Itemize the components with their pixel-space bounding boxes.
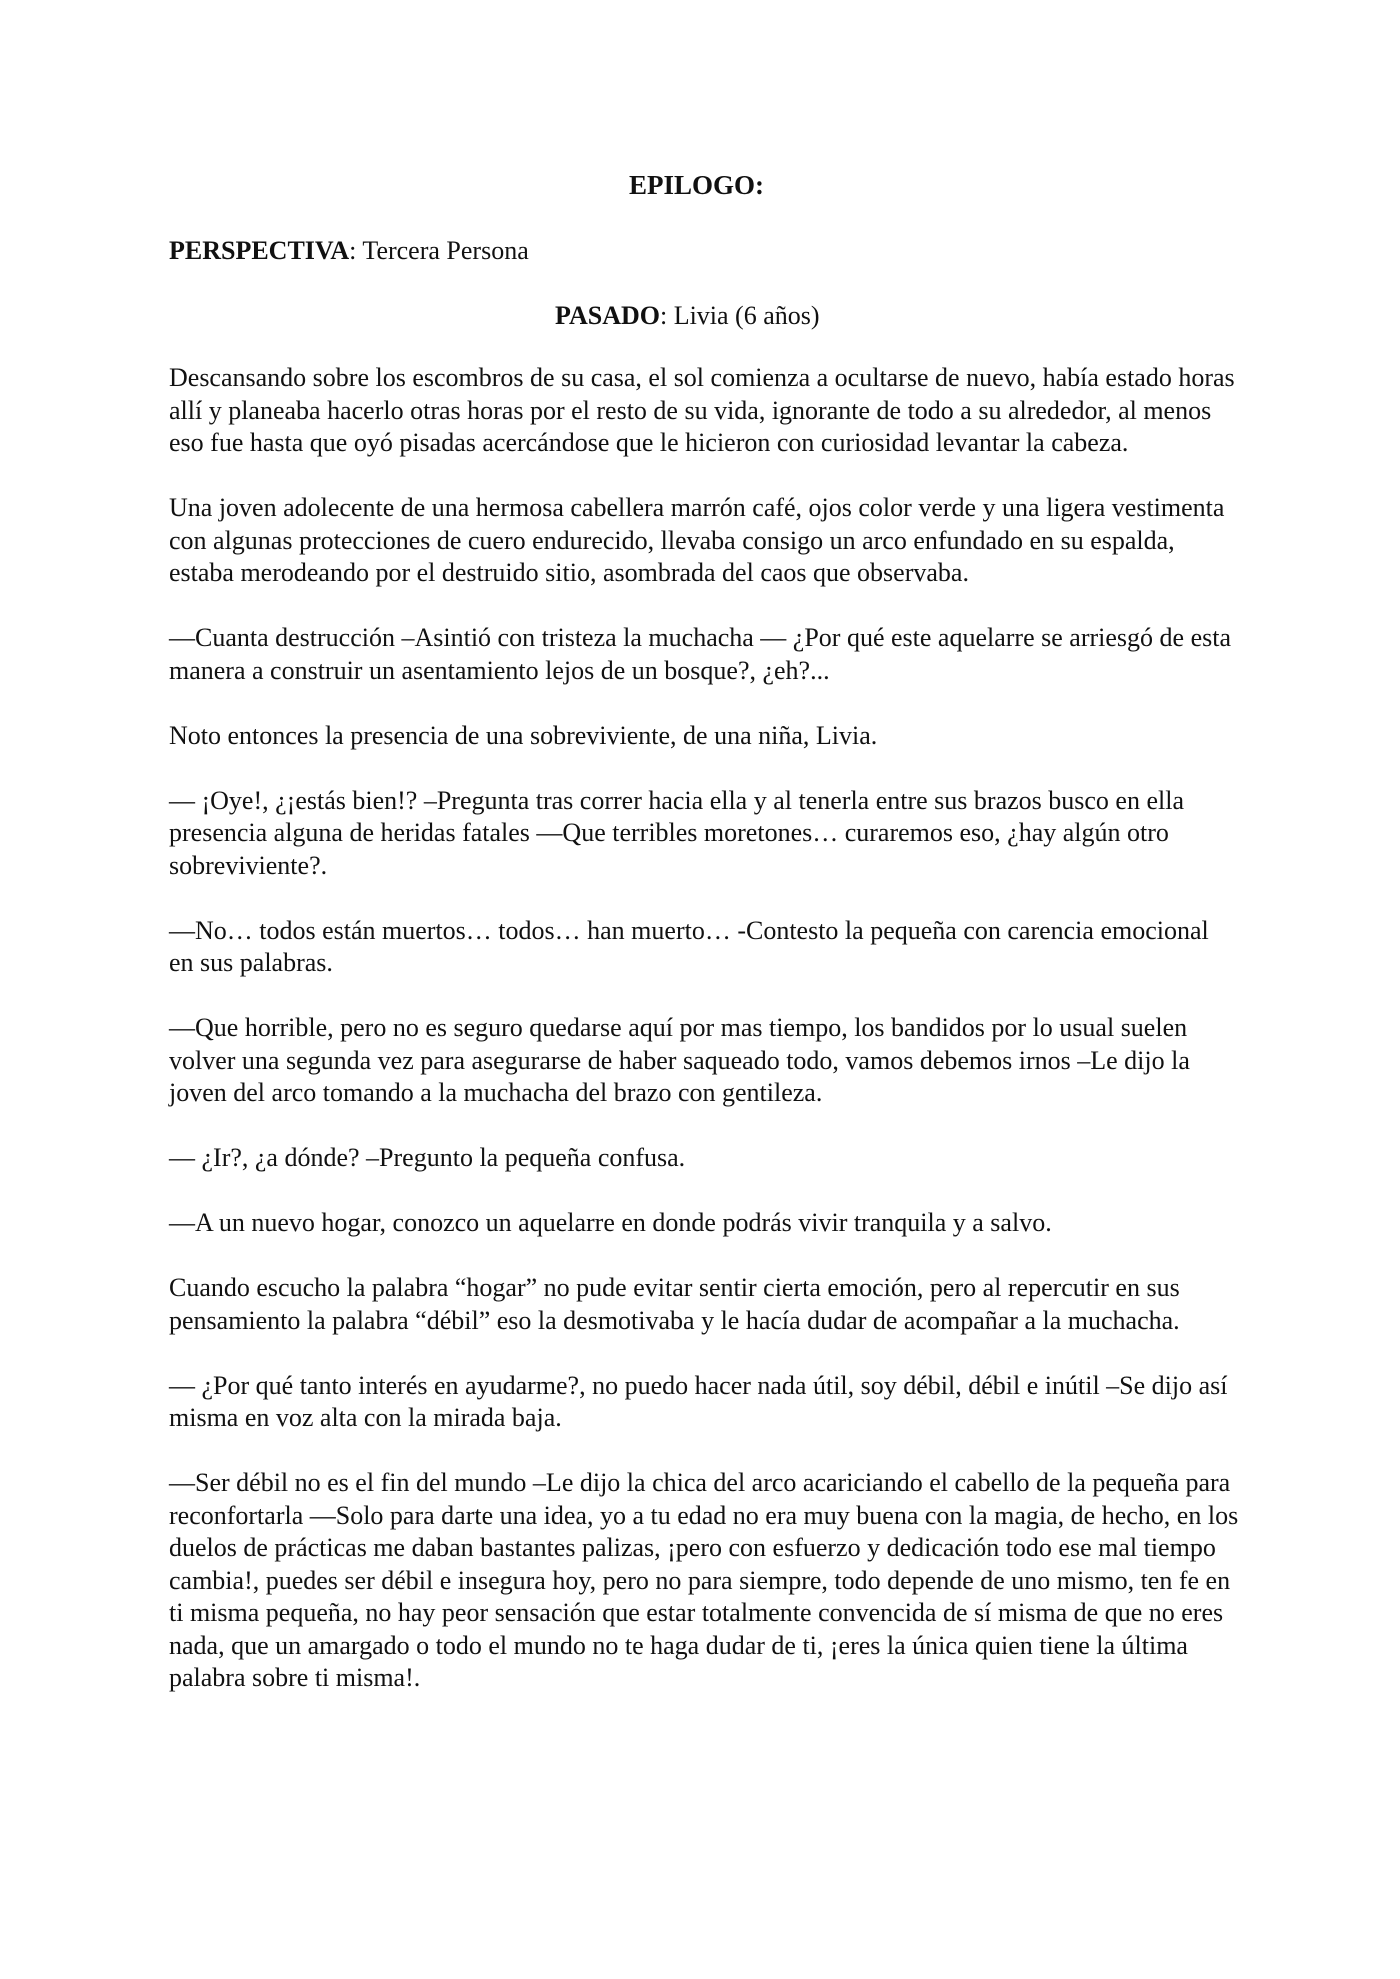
paragraph: —No… todos están muertos… todos… han muerto… -Contesto la pequeña con carencia emocional en sus palabras. (169, 915, 1209, 977)
perspective-line (169, 234, 529, 268)
chapter-title: EPILOGO: (629, 170, 765, 200)
pasado-value: : Livia (6 años) (659, 301, 820, 330)
pasado-line (555, 299, 820, 333)
perspective-value: : Tercera Persona (349, 236, 529, 265)
paragraph: — ¡Oye!, ¿¡estás bien!? –Pregunta tras correr hacia ella y al tenerla entre sus brazos busco en ella presencia alguna de heridas fatales —Que terribles moretones… curaremos eso, ¿hay algún otro sobreviviente?. (169, 785, 1184, 880)
paragraph: —A un nuevo hogar, conozco un aquelarre en donde podrás vivir tranquila y a salvo. (169, 1208, 1052, 1237)
paragraph: Descansando sobre los escombros de su casa, el sol comienza a ocultarse de nuevo, había estado horas allí y planeaba hacerlo otras horas por el resto de su vida, ignorante de todo a su alrededor, al menos eso fue hasta que oyó pisadas acercándose que le hicieron con curiosidad levantar la cabeza. (169, 363, 1235, 457)
paragraph: Noto entonces la presencia de una sobreviviente, de una niña, Livia. (169, 720, 878, 750)
story-body (169, 362, 1239, 1727)
paragraph: —Cuanta destrucción –Asintió con tristeza la muchacha — ¿Por qué este aquelarre se arriesgó de esta manera a construir un asentamiento lejos de un bosque?, ¿eh?... (169, 623, 1231, 685)
paragraph: —Ser débil no es el fin del mundo –Le dijo la chica del arco acariciando el cabello de la pequeña para reconfortarla —Solo para darte una idea, yo a tu edad no era muy buena con la magia, de hecho, en los duelos de prácticas me daban bastantes palizas, ¡pero con esfuerzo y dedicación todo ese mal tiempo cambia!, puedes ser débil e insegura hoy, pero no para siempre, todo depende de uno mismo, ten fe en ti misma pequeña, no hay peor sensación que estar totalmente convencida de sí misma de que no eres nada, que un amargado o todo el mundo no te haga dudar de ti, ¡eres la única quien tiene la última palabra sobre ti misma!. (169, 1468, 1239, 1692)
pasado-label: PASADO (555, 301, 660, 330)
paragraph: Una joven adolecente de una hermosa cabellera marrón café, ojos color verde y una ligera vestimenta con algunas protecciones de cuero endurecido, llevaba consigo un arco enfundado en su espalda, estaba merodeando por el destruido sitio, asombrada del caos que observaba. (169, 493, 1225, 587)
paragraph: —Que horrible, pero no es seguro quedarse aquí por mas tiempo, los bandidos por lo usual suelen volver una segunda vez para asegurarse de haber saqueado todo, vamos debemos irnos –Le dijo la joven del arco tomando a la muchacha del brazo con gentileza. (169, 1013, 1190, 1107)
paragraph: Cuando escucho la palabra “hogar” no pude evitar sentir cierta emoción, pero al repercutir en sus pensamiento la palabra “débil” eso la desmotivaba y le hacía dudar de acompañar a la muchacha. (169, 1273, 1180, 1335)
paragraph: — ¿Ir?, ¿a dónde? –Pregunto la pequeña confusa. (169, 1143, 686, 1172)
paragraph: — ¿Por qué tanto interés en ayudarme?, no puedo hacer nada útil, soy débil, débil e inútil –Se dijo así misma en voz alta con la mirada baja. (169, 1370, 1228, 1432)
perspective-label: PERSPECTIVA (169, 236, 350, 265)
